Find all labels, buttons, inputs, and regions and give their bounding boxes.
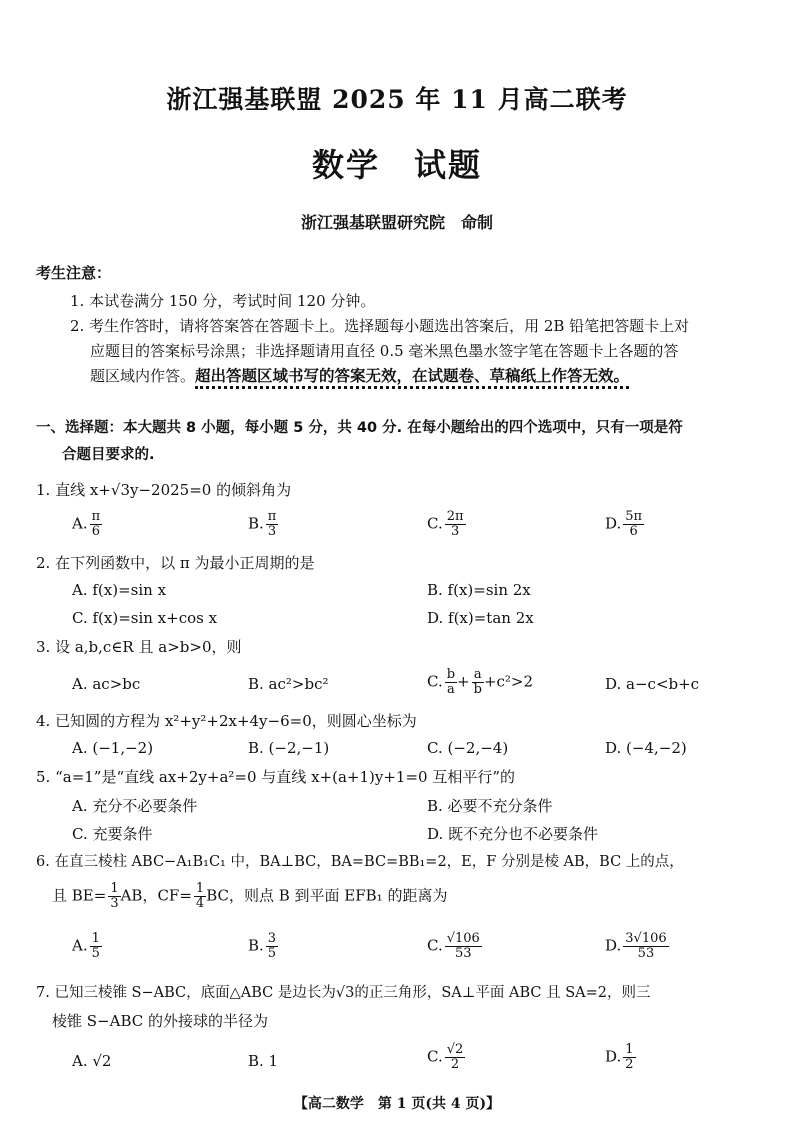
- q6-option-c-den: 53: [455, 946, 472, 961]
- notice-heading: 考生注意：: [36, 264, 112, 282]
- publisher: 浙江强基联盟研究院 命制: [300, 213, 493, 232]
- q6-stem-part-b: AB，CF=: [120, 886, 192, 905]
- q1-option-a-den: 6: [91, 524, 101, 539]
- q6-stem-part-a: 且 BE=: [52, 886, 107, 905]
- q3-option-c-label: C.: [427, 672, 443, 691]
- q6-stem-f2-den: 4: [195, 896, 205, 911]
- q1-stem: [36, 480, 291, 500]
- q3-option-c: [427, 668, 533, 697]
- q4-option-d: D. (−4,−2): [605, 739, 687, 757]
- q6-stem-part-c: BC，则点 B 到平面 EFB₁ 的距离为: [206, 886, 448, 905]
- q6-option-d-num: 3√106: [625, 931, 667, 946]
- q1-option-d-fraction: [623, 510, 644, 539]
- q3-option-b: B. ac²>bc²: [248, 675, 329, 693]
- q4-option-c: C. (−2,−4): [427, 739, 509, 757]
- q1-option-b-den: 3: [267, 524, 277, 539]
- subject-title: 数学 试题: [311, 146, 482, 184]
- q3-option-d: D. a−c<b+c: [605, 675, 700, 693]
- notice-item-2-line-3: [90, 366, 629, 386]
- q7-option-c-num: √2: [446, 1042, 464, 1057]
- q7-option-c-den: 2: [450, 1057, 460, 1072]
- q4-option-b: B. (−2,−1): [248, 739, 330, 757]
- q6-option-c-num: √106: [446, 931, 480, 946]
- q1-stem-part-b: y−2025=0 的倾斜角为: [130, 481, 292, 499]
- q1-option-c-num: 2π: [446, 509, 464, 524]
- q1-option-b-label: B.: [248, 514, 264, 533]
- q5-stem: 5. “a=1”是“直线 ax+2y+a²=0 与直线 x+(a+1)y+1=0 互相平行”的: [36, 768, 515, 786]
- q1-option-c: [427, 510, 466, 539]
- q1-option-b-num: π: [267, 509, 277, 524]
- q3-option-c-plus: +: [457, 672, 470, 691]
- q3-option-c-fraction-2: [472, 668, 484, 697]
- q6-stem-f1-num: 1: [110, 881, 119, 896]
- q7-option-d: [605, 1043, 636, 1072]
- q7-option-d-num: 1: [625, 1042, 634, 1057]
- q6-option-b: [248, 932, 278, 961]
- notice-item-2-line-3-text: 题区域内作答。: [90, 367, 196, 385]
- q6-option-b-den: 5: [267, 946, 277, 961]
- section1-line-1: 一、选择题：本大题共 8 小题，每小题 5 分，共 40 分. 在每小题给出的四个选项中，只有一项是符: [36, 420, 683, 436]
- q3-option-a: A. ac>bc: [72, 675, 141, 693]
- q6-option-d-fraction: [623, 932, 668, 961]
- q3-stem: 3. 设 a,b,c∈R 且 a>b>0，则: [36, 638, 242, 656]
- q6-option-b-label: B.: [248, 936, 264, 955]
- q6-option-d-den: 53: [637, 946, 655, 961]
- q6-option-a-num: 1: [91, 931, 100, 946]
- q1-option-d-label: D.: [605, 514, 622, 533]
- q4-stem: 4. 已知圆的方程为 x²+y²+2x+4y−6=0，则圆心坐标为: [36, 712, 417, 730]
- q7-option-d-fraction: [623, 1043, 635, 1072]
- q1-option-a-label: A.: [72, 514, 88, 533]
- q7-option-c-label: C.: [427, 1047, 443, 1066]
- q7-option-c: [427, 1043, 465, 1072]
- q5-option-c: C. 充要条件: [72, 825, 153, 843]
- q4-option-a: A. (−1,−2): [72, 739, 154, 757]
- q2-option-a: A. f(x)=sin x: [72, 581, 167, 599]
- q3-option-c-f1-num: b: [446, 667, 456, 682]
- q6-option-d-label: D.: [605, 936, 622, 955]
- section1-line-2: 合题目要求的.: [62, 447, 155, 463]
- q5-option-d: D. 既不充分也不必要条件: [427, 825, 599, 843]
- q3-option-c-f2-num: a: [473, 667, 482, 682]
- q6-option-a-label: A.: [72, 936, 88, 955]
- q1-option-a: [72, 510, 102, 539]
- page-footer: 【高二数学 第 1 页(共 4 页)】: [293, 1096, 501, 1112]
- notice-item-2-line-1: 2. 考生作答时，请将答案答在答题卡上。选择题每小题选出答案后，用 2B 铅笔把答题卡上对: [70, 317, 690, 335]
- q6-option-c-fraction: [445, 932, 482, 961]
- q6-option-c: [427, 932, 482, 961]
- q2-option-c: C. f(x)=sin x+cos x: [72, 609, 218, 627]
- q7-stem-line-2: 棱锥 S−ABC 的外接球的半径为: [52, 1012, 268, 1030]
- q6-option-b-fraction: [266, 932, 278, 961]
- q1-option-c-fraction: [445, 510, 466, 539]
- q1-option-d: [605, 510, 644, 539]
- q1-stem-sqrt: √3: [110, 481, 130, 499]
- q5-option-b: B. 必要不充分条件: [427, 797, 553, 815]
- notice-item-2-line-2: 应题目的答案标号涂黑；非选择题请用直径 0.5 毫米黑色墨水签字笔在答题卡上各题的答: [90, 342, 679, 360]
- q2-option-d: D. f(x)=tan 2x: [427, 609, 534, 627]
- q7-option-d-label: D.: [605, 1047, 622, 1066]
- q3-option-c-f2-den: b: [473, 682, 482, 697]
- notice-item-1: 1. 本试卷满分 150 分，考试时间 120 分钟。: [70, 292, 376, 310]
- q6-option-b-num: 3: [267, 931, 277, 946]
- q6-option-a-den: 5: [91, 946, 100, 961]
- q7-option-a: A. √2: [72, 1052, 112, 1070]
- q7-stem-line-1: 7. 已知三棱锥 S−ABC，底面△ABC 是边长为√3的正三角形，SA⊥平面 ABC 且 SA=2，则三: [36, 985, 651, 1001]
- q2-stem: 2. 在下列函数中，以 π 为最小正周期的是: [36, 554, 315, 572]
- q7-option-d-den: 2: [625, 1057, 634, 1072]
- q6-stem-line-1: 6. 在直三棱柱 ABC−A₁B₁C₁ 中，BA⊥BC，BA=BC=BB₁=2，E，F 分别是棱 AB，BC 上的点，: [36, 854, 684, 870]
- q6-option-a-fraction: [90, 932, 102, 961]
- q6-stem-line-2: [52, 882, 447, 911]
- q6-option-a: [72, 932, 102, 961]
- q1-option-c-den: 3: [450, 524, 460, 539]
- q1-stem-part-a: 1. 直线 x+: [36, 481, 111, 499]
- q6-stem-fraction-2: [194, 882, 206, 911]
- q1-option-d-num: 5π: [625, 509, 643, 524]
- q3-option-c-tail: +c²>2: [483, 672, 534, 691]
- q6-option-d: [605, 932, 669, 961]
- q1-option-b-fraction: [266, 510, 279, 539]
- q2-option-b: B. f(x)=sin 2x: [427, 581, 531, 599]
- q1-option-a-num: π: [91, 509, 101, 524]
- q1-option-d-den: 6: [629, 524, 638, 539]
- q6-stem-fraction-1: [108, 882, 120, 911]
- exam-title: 浙江强基联盟 2025 年 11 月高二联考: [166, 85, 628, 114]
- q3-option-c-fraction-1: [445, 668, 457, 697]
- q6-stem-f2-num: 1: [195, 881, 205, 896]
- q1-option-c-label: C.: [427, 514, 443, 533]
- q7-option-c-fraction: [445, 1043, 466, 1072]
- q1-option-a-fraction: [90, 510, 103, 539]
- q3-option-c-f1-den: a: [447, 682, 455, 697]
- q1-option-b: [248, 510, 278, 539]
- q7-option-b: B. 1: [248, 1052, 279, 1070]
- q6-option-c-label: C.: [427, 936, 443, 955]
- q5-option-a: A. 充分不必要条件: [72, 797, 198, 815]
- q6-stem-f1-den: 3: [110, 896, 119, 911]
- notice-warning: 超出答题区域书写的答案无效，在试题卷、草稿纸上作答无效。: [195, 367, 629, 389]
